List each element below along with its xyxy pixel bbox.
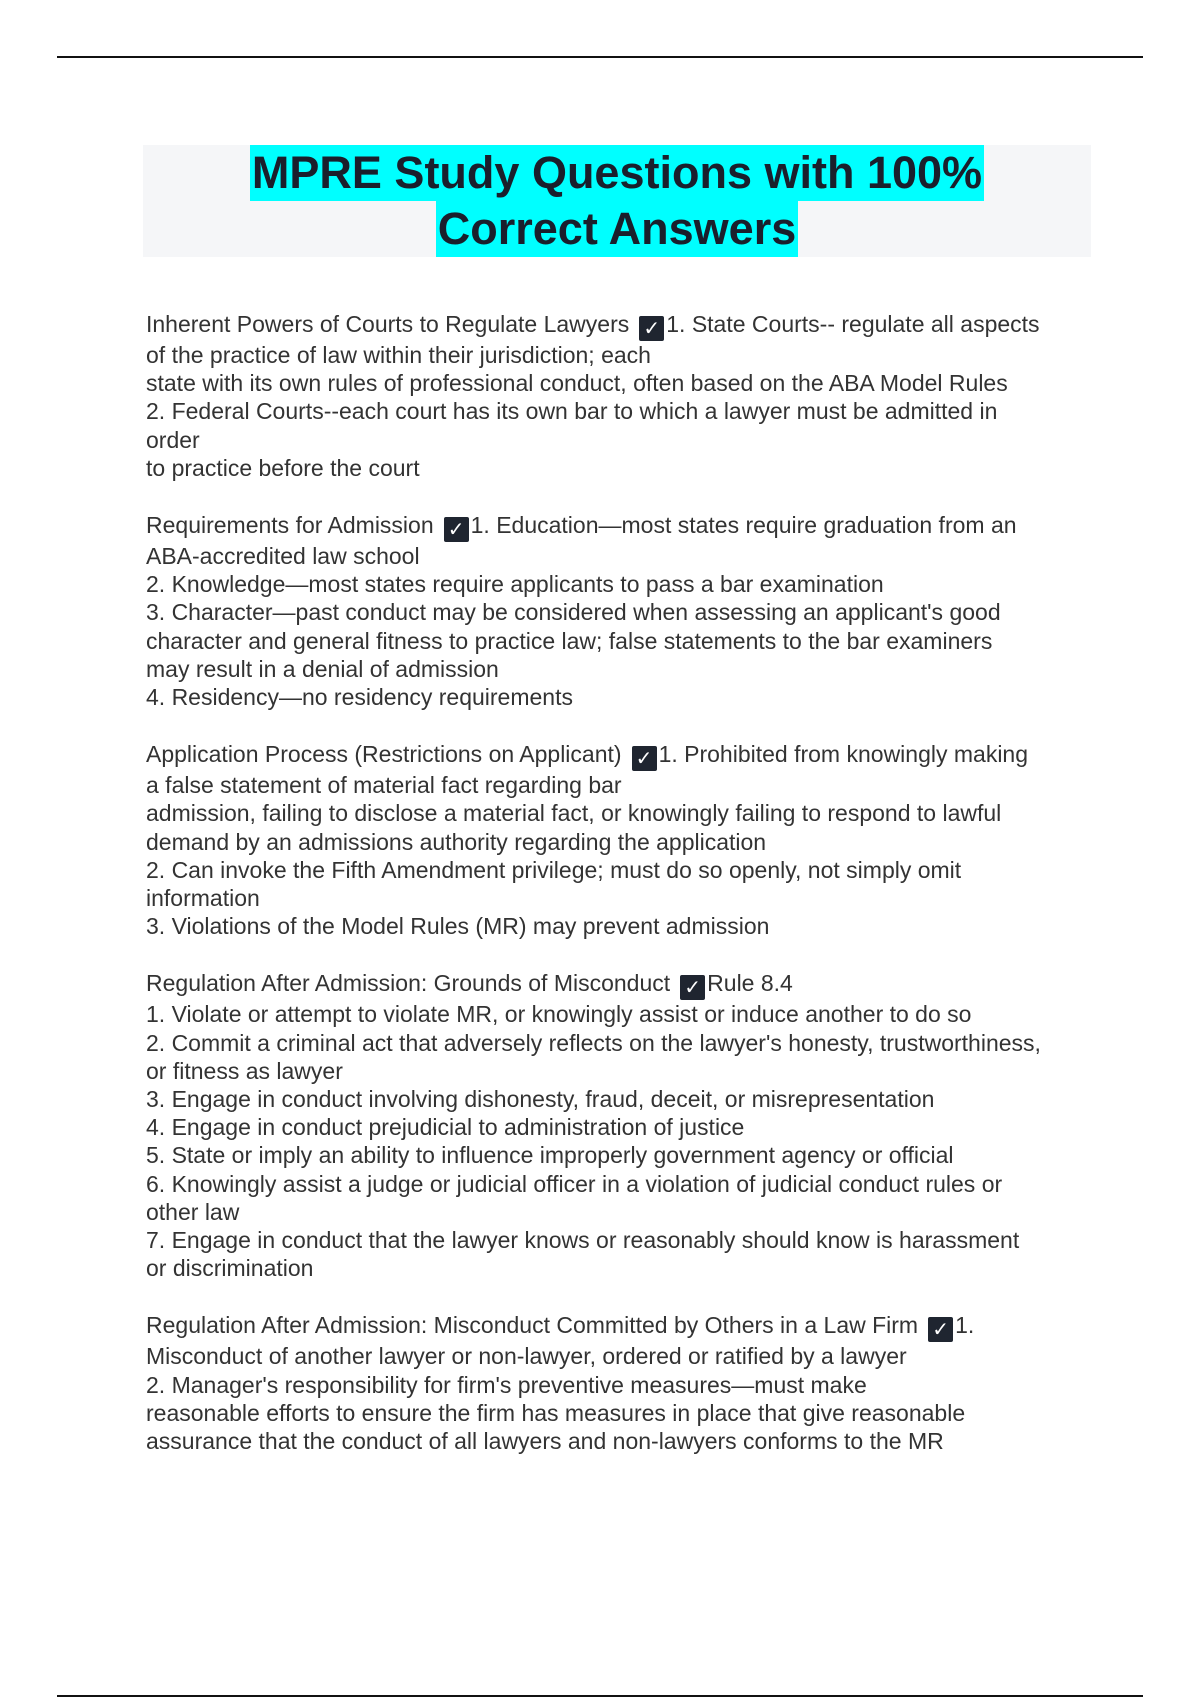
flashcard-answer-line: ABA-accredited law school: [146, 543, 420, 570]
flashcard-term: Inherent Powers of Courts to Regulate Lawyers: [146, 311, 630, 337]
flashcard-answer-line: to practice before the court: [146, 454, 420, 481]
flashcard-answer-line: demand by an admissions authority regarding the application: [146, 828, 767, 855]
flashcard-answer-line: information: [146, 885, 260, 912]
flashcard-answer-line: character and general fitness to practice law; false statements to the bar examiners: [146, 627, 993, 654]
flashcard-answer-line: 2. Manager's responsibility for firm's preventive measures—must make: [146, 1371, 867, 1398]
flashcard-item: [146, 969, 1096, 1282]
flashcard-answer-line: Misconduct of another lawyer or non-lawyer, ordered or ratified by a lawyer: [146, 1343, 907, 1370]
flashcard-answer-start: Rule 8.4: [707, 970, 793, 997]
checkmark-icon: ✓: [444, 517, 469, 542]
flashcard-answer-line: state with its own rules of professional conduct, often based on the ABA Model Rules: [146, 370, 1008, 397]
flashcard-answer-line: reasonable efforts to ensure the firm has measures in place that give reasonable: [146, 1399, 966, 1426]
flashcard-answer-line: may result in a denial of admission: [146, 655, 499, 682]
flashcard-answer-start: 1. Prohibited from knowingly making: [658, 741, 1029, 768]
flashcard-answer-line: 6. Knowingly assist a judge or judicial officer in a violation of judicial conduct rules or: [146, 1170, 1003, 1197]
bottom-divider: [57, 1695, 1143, 1697]
checkmark-icon: ✓: [632, 746, 657, 771]
flashcard-answer-line: of the practice of law within their jurisdiction; each: [146, 342, 651, 368]
flashcard-answer-line: 2. Commit a criminal act that adversely reflects on the lawyer's honesty, trustworthiness,: [146, 1029, 1041, 1056]
flashcard-answer-start: 1.: [955, 1312, 975, 1339]
flashcard-answer-line: 1. Violate or attempt to violate MR, or knowingly assist or induce another to do so: [146, 1001, 972, 1028]
flashcard-answer-line: or fitness as lawyer: [146, 1057, 343, 1084]
flashcard-first-line: [146, 1311, 1096, 1342]
document-title-line-1: MPRE Study Questions with 100%: [250, 145, 984, 201]
checkmark-icon: ✓: [928, 1317, 953, 1342]
flashcard-answer-line: assurance that the conduct of all lawyers and non-lawyers conforms to the MR: [146, 1428, 944, 1455]
flashcard-answer-line: admission, failing to disclose a material fact, or knowingly failing to respond to lawful: [146, 800, 1002, 827]
flashcard-term: Requirements for Admission: [146, 512, 434, 539]
flashcard-answer-line: 3. Character—past conduct may be considered when assessing an applicant's good: [146, 599, 1001, 626]
checkmark-icon: ✓: [680, 975, 705, 1000]
flashcard-answer-line: 2. Can invoke the Fifth Amendment privilege; must do so openly, not simply omit: [146, 856, 962, 883]
flashcard-term: Application Process (Restrictions on Applicant): [146, 741, 622, 768]
flashcard-answer-line: 7. Engage in conduct that the lawyer knows or reasonably should know is harassment: [146, 1227, 1020, 1254]
flashcard-answer-line: other law: [146, 1198, 240, 1225]
flashcard-term: Regulation After Admission: Grounds of Misconduct: [146, 970, 671, 997]
flashcard-answer-line: or discrimination: [146, 1255, 314, 1282]
flashcard-term: Regulation After Admission: Misconduct Committed by Others in a Law Firm: [146, 1312, 919, 1339]
flashcard-item: [146, 740, 1096, 940]
flashcard-answer-line: 2. Federal Courts--each court has its own bar to which a lawyer must be admitted in: [146, 398, 998, 425]
top-divider: [57, 56, 1143, 58]
flashcard-answer-start: 1. Education—most states require graduation from an: [470, 512, 1017, 539]
flashcard-answer-line: a false statement of material fact regarding bar: [146, 772, 622, 799]
flashcard-first-line: [146, 511, 1096, 542]
flashcard-answer-line: order: [146, 426, 200, 453]
flashcard-item: [146, 310, 1096, 482]
flashcard-first-line: [146, 740, 1096, 771]
title-banner: [143, 145, 1091, 257]
flashcard-answer-line: 5. State or imply an ability to influence improperly government agency or official: [146, 1142, 954, 1169]
flashcard-item: [146, 1311, 1096, 1455]
flashcard-list: [146, 310, 1096, 1484]
flashcard-answer-line: 4. Residency—no residency requirements: [146, 684, 573, 711]
flashcard-answer-line: 3. Violations of the Model Rules (MR) may prevent admission: [146, 913, 770, 940]
document-title-line-2: Correct Answers: [436, 201, 798, 257]
checkmark-icon: ✓: [639, 316, 664, 341]
flashcard-first-line: [146, 969, 1096, 1000]
flashcard-answer-line: 2. Knowledge—most states require applicants to pass a bar examination: [146, 571, 884, 598]
flashcard-item: [146, 511, 1096, 711]
flashcard-first-line: [146, 310, 1096, 341]
flashcard-answer-line: 4. Engage in conduct prejudicial to administration of justice: [146, 1114, 745, 1141]
flashcard-answer-line: 3. Engage in conduct involving dishonesty, fraud, deceit, or misrepresentation: [146, 1086, 935, 1113]
flashcard-answer-start: 1. State Courts-- regulate all aspects: [666, 311, 1040, 337]
